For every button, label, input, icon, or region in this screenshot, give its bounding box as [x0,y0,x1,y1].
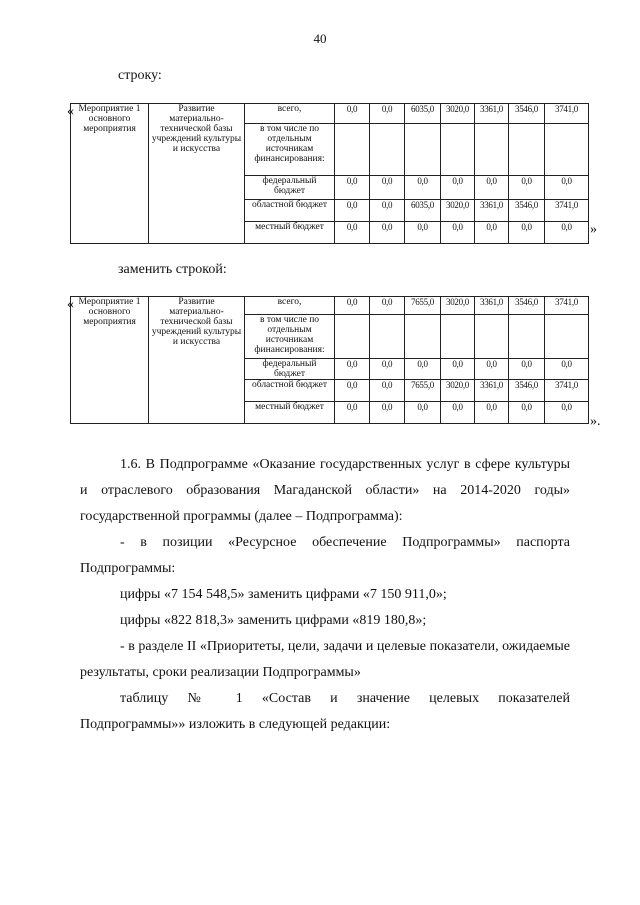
cell-source-label: местный бюджет [245,402,335,424]
cell-value: 3741,0 [545,380,589,402]
cell-source-label: областной бюджет [245,380,335,402]
quote-open-2: « [67,297,74,312]
cell-value: 7655,0 [405,380,441,402]
cell-value: 0,0 [405,222,441,244]
cell-value: 3361,0 [475,297,509,315]
cell-value: 0,0 [545,222,589,244]
cell-value [441,124,475,176]
cell-measure: Мероприятие 1 основного мероприятия [71,104,149,244]
cell-value: 3741,0 [545,200,589,222]
cell-value: 0,0 [441,359,475,380]
cell-value: 0,0 [370,200,405,222]
cell-source-label: областной бюджет [245,200,335,222]
cell-value: 3546,0 [509,380,545,402]
cell-value: 0,0 [335,402,370,424]
cell-value: 0,0 [405,402,441,424]
cell-value: 0,0 [370,380,405,402]
cell-value: 0,0 [335,104,370,124]
cell-value [545,124,589,176]
cell-source-label: всего, [245,297,335,315]
cell-value: 0,0 [370,104,405,124]
cell-value: 3741,0 [545,104,589,124]
cell-description: Развитие материально-технической базы учреждений культуры и искусства [149,104,245,244]
cell-source-label: федеральный бюджет [245,176,335,200]
cell-value: 0,0 [441,402,475,424]
cell-value [475,124,509,176]
cell-value: 3020,0 [441,200,475,222]
body-text [80,452,570,738]
cell-value [441,315,475,359]
cell-value: 0,0 [405,359,441,380]
cell-value: 0,0 [335,297,370,315]
cell-source-label: федеральный бюджет [245,359,335,380]
cell-value: 0,0 [475,359,509,380]
cell-value: 3020,0 [441,297,475,315]
cell-value: 0,0 [370,222,405,244]
cell-value: 0,0 [475,402,509,424]
paragraph-1-6: 1.6. В Подпрограмме «Оказание государственных услуг в сфере культуры и отраслевого образования Магаданской области» на 2014-2020 годы» государственной программы (далее – Подпрограмма): [80,457,570,524]
cell-value [370,124,405,176]
cell-value: 0,0 [509,359,545,380]
cell-value: 3361,0 [475,380,509,402]
cell-value: 3361,0 [475,200,509,222]
cell-value: 0,0 [545,359,589,380]
cell-value: 0,0 [370,359,405,380]
cell-value: 0,0 [475,222,509,244]
cell-value: 0,0 [335,200,370,222]
cell-value [475,315,509,359]
cell-value: 0,0 [509,176,545,200]
cell-value: 0,0 [509,402,545,424]
cell-source-label: в том числе по отдельным источникам финансирования: [245,124,335,176]
cell-source-label: всего, [245,104,335,124]
cell-value: 3546,0 [509,200,545,222]
label-replace: заменить строкой: [118,262,227,277]
cell-value: 0,0 [545,402,589,424]
cell-value: 0,0 [335,176,370,200]
table-row [71,297,589,315]
cell-measure: Мероприятие 1 основного мероприятия [71,297,149,424]
paragraph-figures-1: цифры «7 154 548,5» заменить цифрами «7 150 911,0»; [120,587,447,602]
cell-value: 6035,0 [405,104,441,124]
cell-value: 0,0 [370,176,405,200]
cell-value: 0,0 [370,402,405,424]
page-number: 40 [313,31,327,46]
cell-value [405,124,441,176]
table-old [70,103,589,244]
cell-source-label: в том числе по отдельным источникам финансирования: [245,315,335,359]
cell-source-label: местный бюджет [245,222,335,244]
cell-value: 7655,0 [405,297,441,315]
cell-value [509,124,545,176]
cell-value: 3361,0 [475,104,509,124]
quote-close-2: ». [590,414,601,429]
cell-value: 3741,0 [545,297,589,315]
cell-value [405,315,441,359]
cell-value: 6035,0 [405,200,441,222]
cell-value: 0,0 [545,176,589,200]
cell-value [509,315,545,359]
cell-value: 0,0 [475,176,509,200]
cell-value: 0,0 [441,222,475,244]
quote-open-1: « [67,104,74,119]
paragraph-table-1-a: таблицу № 1 «Состав и значение целевых показателей [120,691,570,706]
cell-value [370,315,405,359]
cell-value [545,315,589,359]
table-new [70,296,589,424]
cell-value: 0,0 [335,222,370,244]
label-row: строку: [118,68,162,83]
quote-close-1: » [590,222,597,237]
paragraph-figures-2: цифры «822 818,3» заменить цифрами «819 180,8»; [120,613,427,628]
paragraph-table-1-b: Подпрограммы»» изложить в следующей редакции: [80,717,391,732]
cell-description: Развитие материально-технической базы учреждений культуры и искусства [149,297,245,424]
paragraph-section-2: - в разделе II «Приоритеты, цели, задачи и целевые показатели, ожидаемые результаты, сроки реализации Подпрограммы» [80,639,570,680]
paragraph-resources: - в позиции «Ресурсное обеспечение Подпрограммы» паспорта Подпрограммы: [80,535,570,576]
cell-value: 0,0 [335,359,370,380]
cell-value: 3546,0 [509,297,545,315]
cell-value: 3020,0 [441,104,475,124]
cell-value: 3546,0 [509,104,545,124]
cell-value [335,315,370,359]
cell-value: 0,0 [370,297,405,315]
cell-value: 3020,0 [441,380,475,402]
cell-value [335,124,370,176]
table-row [71,104,589,124]
cell-value: 0,0 [335,380,370,402]
cell-value: 0,0 [441,176,475,200]
cell-value: 0,0 [509,222,545,244]
cell-value: 0,0 [405,176,441,200]
